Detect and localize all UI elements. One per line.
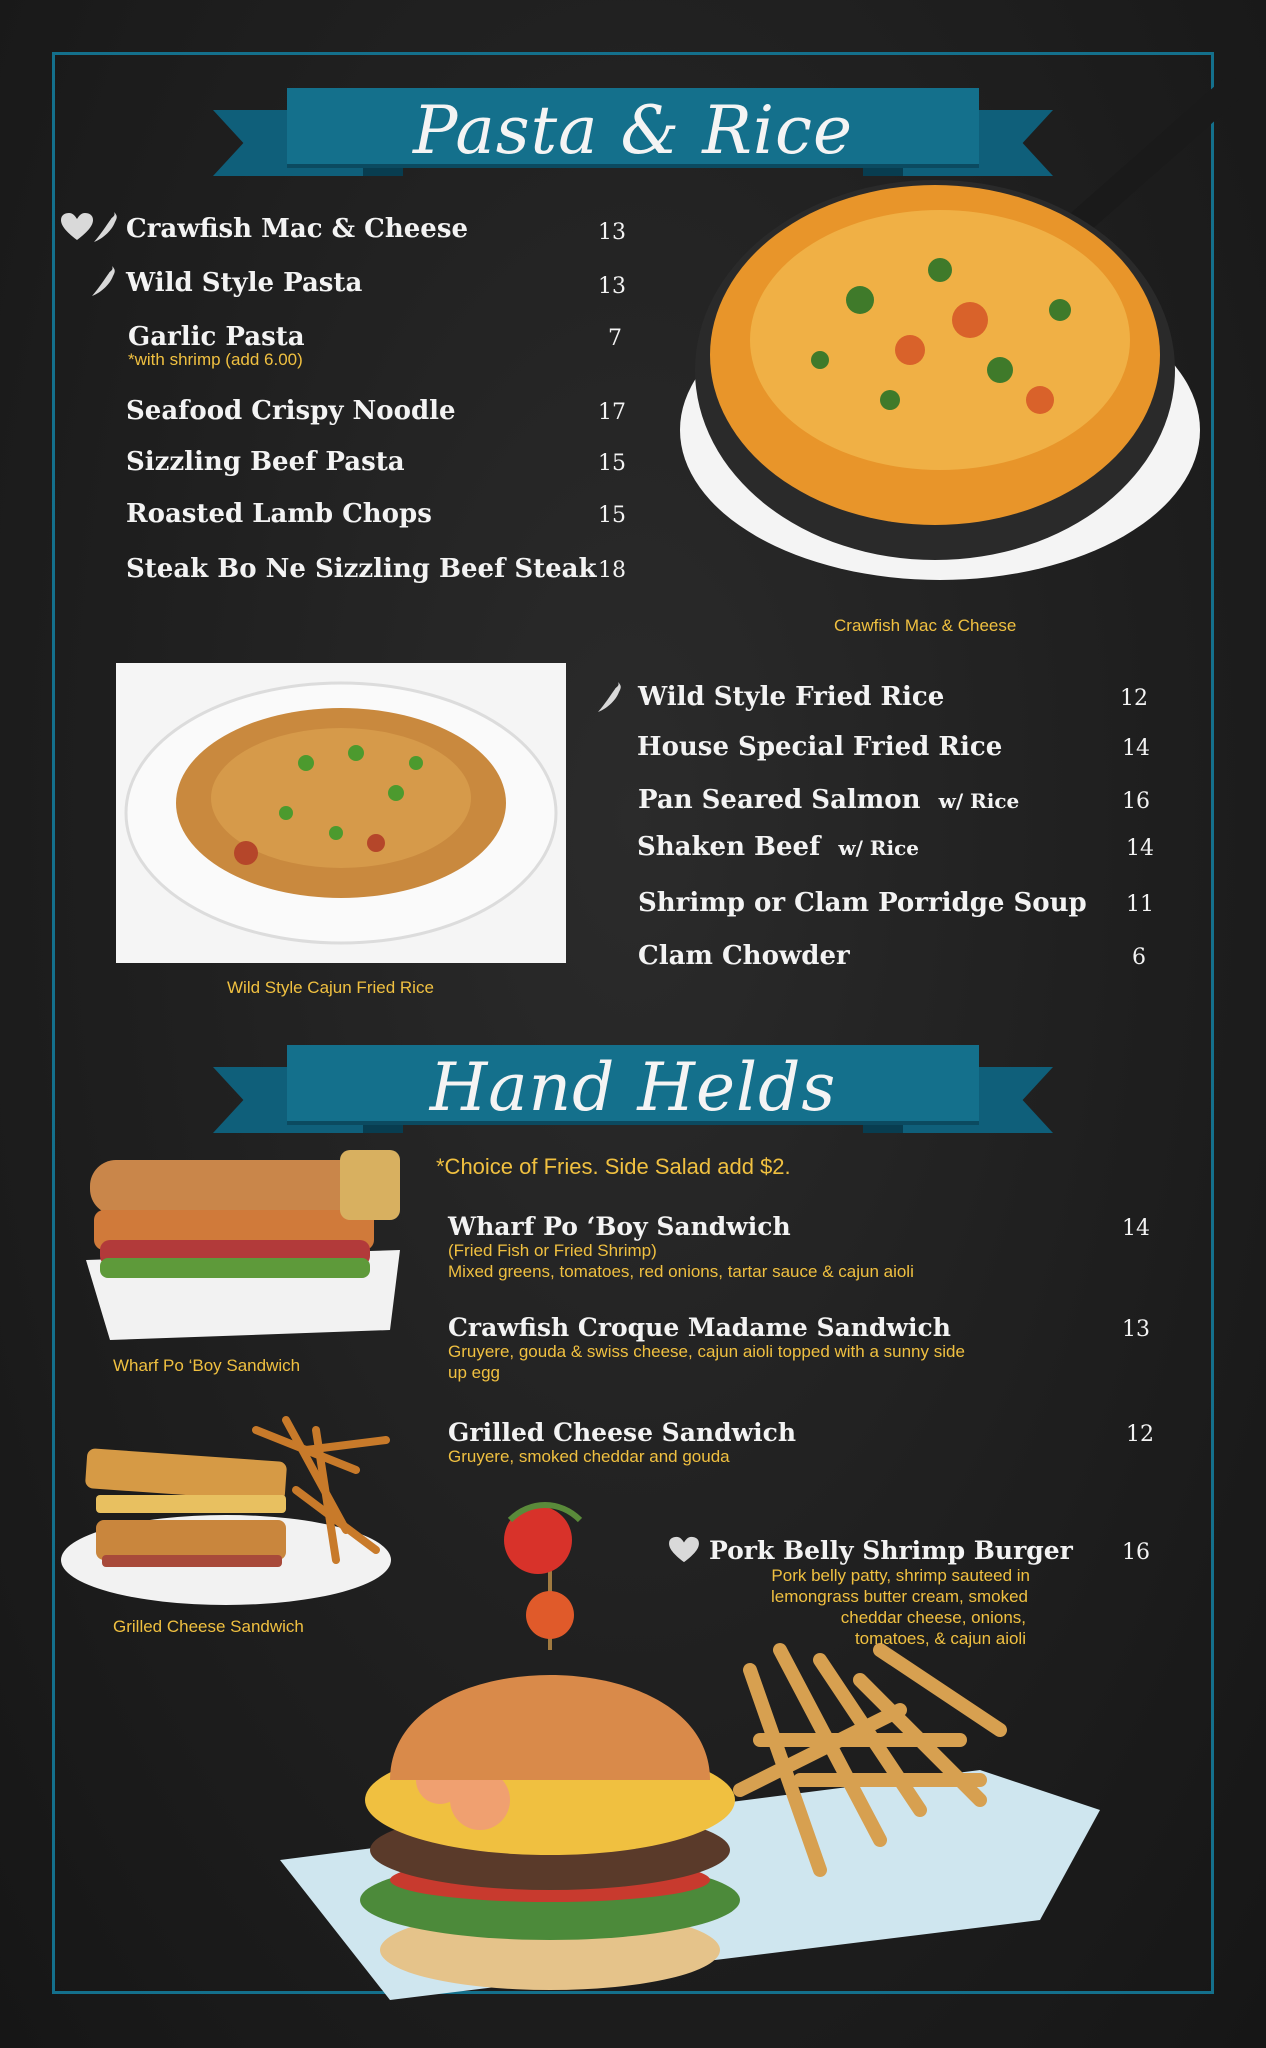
menu-item-price: 12 [1126,1422,1154,1447]
menu-item-name [637,832,919,862]
menu-item-price: 15 [598,503,626,528]
menu-item-suffix: w/ Rice [838,836,920,860]
menu-item-name: Wharf Po ‘Boy Sandwich [448,1212,791,1241]
menu-item-price: 6 [1132,945,1146,970]
menu-item-name: Sizzling Beef Pasta [126,447,405,477]
menu-item-name: Wild Style Pasta [126,268,363,298]
fried-rice-photo [116,663,566,963]
menu-item-price: 16 [1122,1540,1150,1565]
photo-caption: Wild Style Cajun Fried Rice [227,978,434,997]
menu-item-name: Crawfish Mac & Cheese [126,214,469,244]
menu-item-desc: lemongrass butter cream, smoked [771,1587,1028,1606]
chili-pepper-icon [596,680,624,714]
menu-item-name: Roasted Lamb Chops [126,499,432,529]
menu-item-name: Garlic Pasta [128,322,305,352]
menu-item-name: Seafood Crispy Noodle [126,396,456,426]
menu-item-price: 13 [598,274,626,299]
handhelds-note: *Choice of Fries. Side Salad add $2. [436,1154,791,1179]
menu-item-name: Grilled Cheese Sandwich [448,1418,796,1447]
menu-item-name: House Special Fried Rice [637,732,1003,762]
menu-item-desc: Pork belly patty, shrimp sauteed in [771,1566,1030,1585]
heart-icon [668,1536,700,1564]
menu-item-price: 12 [1120,686,1148,711]
menu-item-price: 7 [608,326,622,351]
crawfish-mac-photo [640,70,1240,610]
section-title: Pasta & Rice [412,92,854,169]
chili-pepper-icon [90,264,118,298]
menu-item-desc: Gruyere, smoked cheddar and gouda [448,1447,730,1466]
photo-caption: Grilled Cheese Sandwich [113,1617,304,1636]
menu-item-name: Wild Style Fried Rice [638,682,945,712]
photo-caption: Crawfish Mac & Cheese [834,616,1017,635]
menu-item-desc: cheddar cheese, onions, [840,1608,1026,1627]
menu-item-name: Shrimp or Clam Porridge Soup [638,888,1087,918]
menu-item-price: 14 [1126,836,1154,861]
menu-item-price: 14 [1122,736,1150,761]
menu-item-price: 18 [598,558,626,583]
menu-item-desc: Gruyere, gouda & swiss cheese, cajun aioli topped with a sunny side [448,1342,965,1361]
menu-item-price: 14 [1122,1216,1150,1241]
menu-item-name: Pork Belly Shrimp Burger [709,1536,1073,1565]
heart-icon [60,212,94,242]
section-title: Hand Helds [429,1049,837,1126]
po-boy-photo [80,1140,410,1340]
menu-item-name: Steak Bo Ne Sizzling Beef Steak [126,554,597,584]
photo-caption: Wharf Po ‘Boy Sandwich [113,1356,301,1375]
menu-item-price: 11 [1126,892,1154,917]
menu-item-name-text: Shaken Beef [637,832,821,862]
section-banner-hand-helds [213,1045,1053,1145]
menu-item-name: Crawfish Croque Madame Sandwich [448,1313,951,1342]
menu-item-name: Clam Chowder [638,941,850,971]
menu-item-price: 13 [598,220,626,245]
menu-item-price: 16 [1122,789,1150,814]
menu-item-price: 13 [1122,1317,1150,1342]
menu-item-price: 17 [598,400,626,425]
menu-item-name-text: Pan Seared Salmon [638,785,921,815]
menu-item-name [638,785,1019,815]
menu-item-desc: up egg [448,1363,500,1382]
menu-item-price: 15 [598,451,626,476]
chili-pepper-icon [92,210,120,244]
menu-item-desc: (Fried Fish or Fried Shrimp) [448,1241,657,1260]
menu-item-desc: Mixed greens, tomatoes, red onions, tartar sauce & cajun aioli [448,1262,914,1281]
menu-item-suffix: w/ Rice [938,789,1020,813]
menu-item-desc: tomatoes, & cajun aioli [854,1629,1026,1648]
menu-item-note: *with shrimp (add 6.00) [128,350,303,369]
